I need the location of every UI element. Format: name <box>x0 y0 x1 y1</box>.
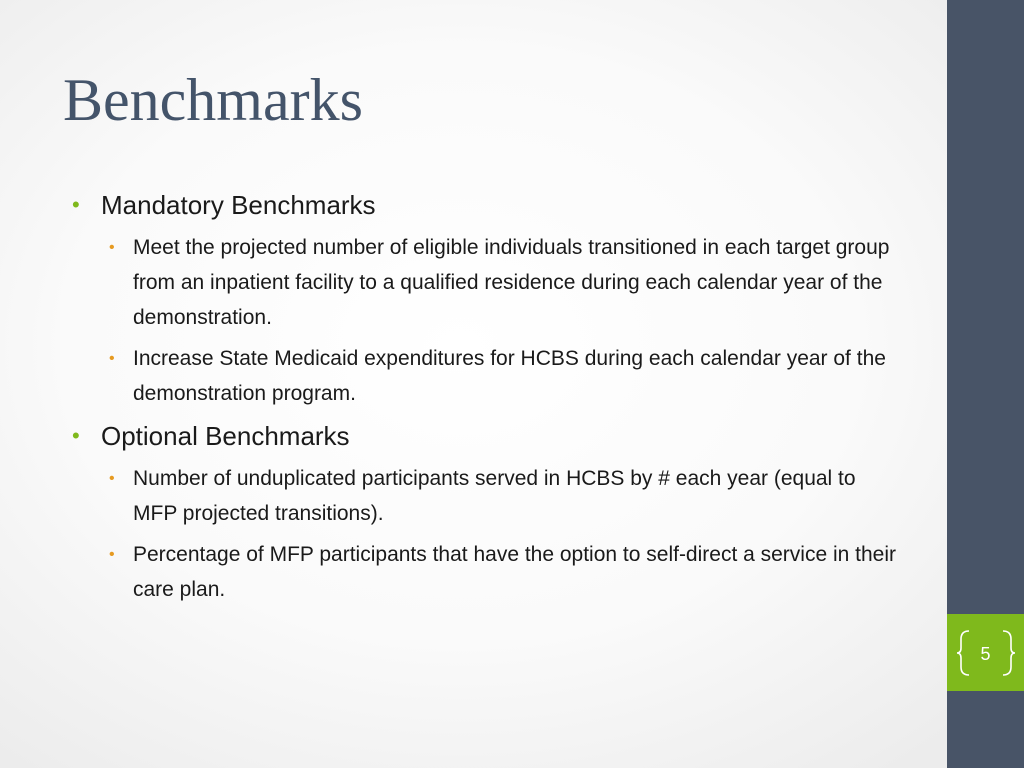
bullet-dot-icon: • <box>72 423 80 448</box>
sub-bullet-dot-icon: • <box>109 470 115 487</box>
sub-bullet-item <box>72 230 902 335</box>
sub-bullet-item <box>72 341 902 411</box>
bullet-optional-benchmarks <box>72 417 902 455</box>
bullet-content <box>72 186 902 613</box>
sub-bullet-text: Number of unduplicated participants served in HCBS by # each year (equal to MFP projected transitions). <box>133 467 856 525</box>
sub-bullet-text: Increase State Medicaid expenditures for HCBS during each calendar year of the demonstration program. <box>133 347 886 405</box>
page-number: 5 <box>980 644 991 664</box>
slide-title: Benchmarks <box>63 67 363 133</box>
page-number-box <box>947 614 1024 691</box>
sub-bullet-item <box>72 537 902 607</box>
bullet-heading: Mandatory Benchmarks <box>101 190 376 220</box>
sub-bullet-dot-icon: • <box>109 350 115 367</box>
bullet-dot-icon: • <box>72 192 80 217</box>
sub-bullet-dot-icon: • <box>109 239 115 256</box>
bullet-heading: Optional Benchmarks <box>101 421 350 451</box>
sub-bullet-dot-icon: • <box>109 546 115 563</box>
sub-bullet-text: Percentage of MFP participants that have the option to self-direct a service in their care plan. <box>133 543 897 601</box>
sub-bullet-item <box>72 461 902 531</box>
bullet-mandatory-benchmarks <box>72 186 902 224</box>
sub-bullet-list <box>72 230 902 411</box>
sub-bullet-text: Meet the projected number of eligible individuals transitioned in each target group from an inpatient facility to a qualified residence during each calendar year of the demonstration. <box>133 236 890 329</box>
sub-bullet-list <box>72 461 902 607</box>
